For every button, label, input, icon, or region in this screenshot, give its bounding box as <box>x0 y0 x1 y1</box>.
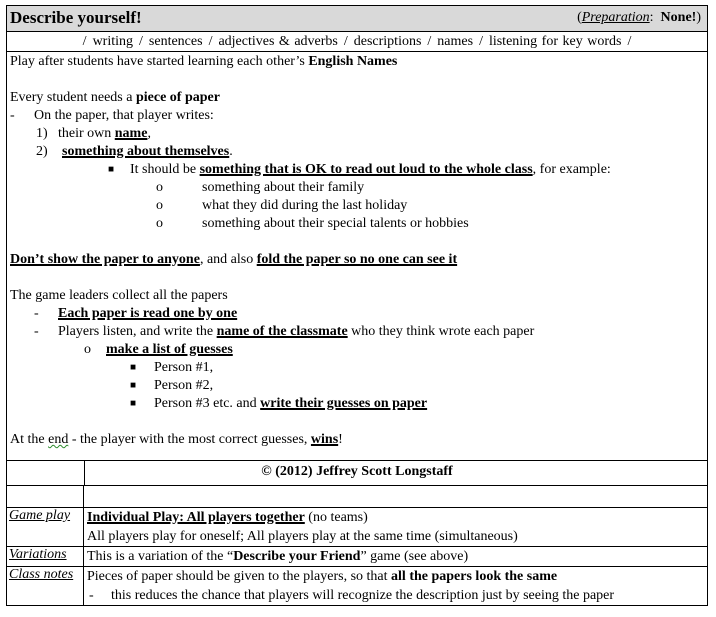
variations-label: Variations <box>7 547 84 566</box>
keyword: listening for key words <box>488 34 622 49</box>
instructions <box>7 52 707 461</box>
activity-card <box>6 5 708 606</box>
ok-line: ■ It should be something that is OK to read out loud to the whole class, for example: <box>108 162 611 177</box>
gameplay-row: Game play Individual Play: All players together (no teams) All players play for oneself; All players play at the same time (simultaneous) <box>7 508 707 547</box>
collect-line: The game leaders collect all the papers <box>10 288 228 303</box>
classnotes-row: Class notes Pieces of paper should be given to the players, so that all the papers look the same - this reduces the chance that players will recognize the description just by seeing the paper <box>9 567 615 603</box>
page-title: Describe yourself! <box>10 8 142 27</box>
preparation-note: (Preparation: None!) <box>577 10 701 25</box>
example-item: o what they did during the last holiday <box>156 198 408 213</box>
keyword: names <box>437 34 474 49</box>
keyword: adjectives & adverbs <box>218 34 338 49</box>
list-item-1: 1) their own name, <box>36 126 151 141</box>
example-item: o something about their family <box>156 180 365 195</box>
classnotes-label: Class notes <box>7 567 84 605</box>
guesses-line: o make a list of guesses <box>84 342 233 357</box>
example-item: o something about their special talents or hobbies <box>156 216 469 231</box>
title-bar <box>7 6 707 32</box>
keywords-bar: / writing / sentences / adjectives & adverbs / descriptions / names / listening for key words / <box>7 32 707 52</box>
person-item: ■ Person #2, <box>130 378 214 393</box>
keyword: writing <box>92 34 134 49</box>
end-line: At the end - the player with the most correct guesses, wins! <box>10 432 343 447</box>
paper-line: - On the paper, that player writes: <box>10 108 214 123</box>
list-item-2: 2) something about themselves. <box>36 144 233 159</box>
preparation-value: None! <box>660 10 697 25</box>
variations-row: Variations This is a variation of the “Describe your Friend” game (see above) <box>7 547 707 567</box>
intro-line: Play after students have started learning each other’s English Names <box>10 54 398 69</box>
keyword: sentences <box>148 34 203 49</box>
person-item: ■ Person #3 etc. and write their guesses on paper <box>130 396 428 411</box>
materials-line: Every student needs a piece of paper <box>10 90 220 105</box>
listen-line: - Players listen, and write the name of the classmate who they think wrote each paper <box>34 324 535 339</box>
read-line: - Each paper is read one by one <box>34 306 238 321</box>
preparation-label: Preparation <box>581 10 650 25</box>
copyright: © (2012) Jeffrey Scott Longstaff <box>261 464 453 479</box>
copyright-row <box>7 461 707 486</box>
dont-show-line: Don’t show the paper to anyone, and also fold the paper so no one can see it <box>10 252 458 267</box>
gameplay-label: Game play <box>7 508 84 546</box>
keyword: descriptions <box>353 34 422 49</box>
blank-row <box>7 486 707 508</box>
person-item: ■ Person #1, <box>130 360 214 375</box>
